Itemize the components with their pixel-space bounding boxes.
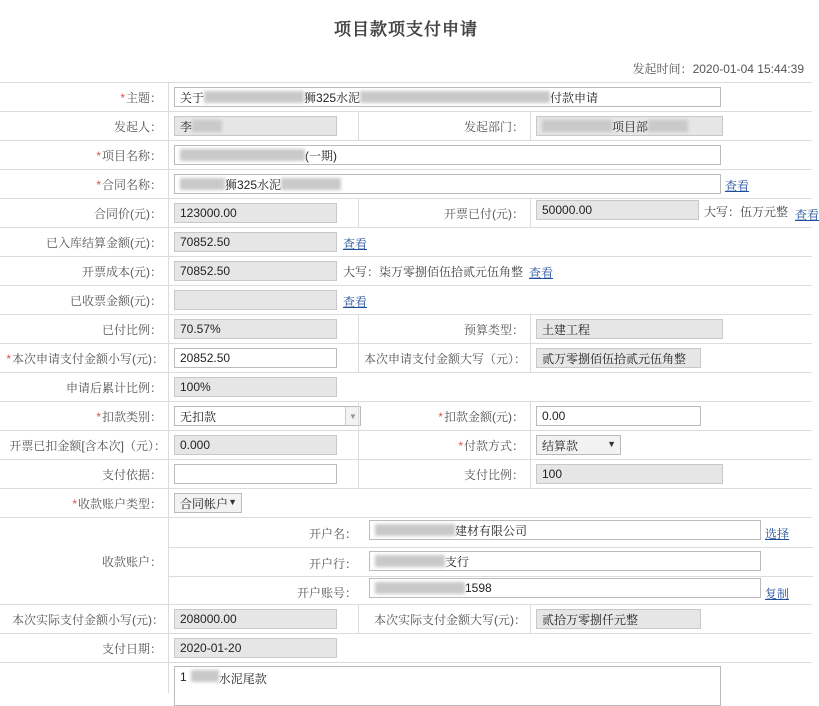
subject-prefix: 关于 [180, 90, 205, 105]
row-initiator [0, 111, 812, 141]
account-name-row [169, 518, 813, 547]
initiator-label: 发起人： [113, 120, 162, 134]
account-no-input[interactable] [369, 578, 761, 598]
account-select-link[interactable]: 选择 [765, 527, 790, 541]
budget-type-label: 预算类型： [358, 315, 530, 344]
project-name-cell [168, 141, 812, 170]
required-mark: * [72, 496, 77, 511]
apply-amount-caps-label: 本次申请支付金额大写（元）： [358, 344, 530, 373]
initiator-value: 李 [180, 119, 193, 134]
row-contract-name [0, 169, 812, 199]
contract-price-label: 合同价(元)： [94, 207, 162, 221]
row-account-type [0, 488, 812, 518]
row-paid-ratio [0, 314, 812, 344]
account-copy-link[interactable]: 复制 [765, 587, 790, 601]
required-mark: * [120, 90, 125, 105]
row-invoice-cost [0, 256, 812, 286]
row-account [0, 517, 812, 605]
account-type-label [0, 489, 168, 518]
apply-amount-caps-input: 贰万零捌佰伍拾贰元伍角整 [536, 348, 701, 368]
required-mark: * [458, 438, 463, 453]
page-title: 项目款项支付申请 [334, 20, 478, 39]
required-mark: * [6, 351, 11, 366]
remark-label-cell [0, 663, 168, 693]
row-project-name [0, 140, 812, 170]
contract-name-cell [168, 170, 812, 199]
deduct-type-value: 无扣款 [180, 409, 217, 424]
actual-amount-caps-cell [530, 605, 812, 634]
account-type-cell [168, 489, 812, 518]
redacted-block [360, 91, 550, 103]
row-actual-amount [0, 604, 812, 634]
pay-method-cell [530, 431, 812, 460]
invoice-cost-cell [168, 257, 812, 286]
account-type-select[interactable] [174, 493, 242, 513]
remark-textarea[interactable] [174, 666, 721, 706]
cum-ratio-input: 100% [174, 377, 337, 397]
department-input [536, 116, 723, 136]
department-label: 发起部门： [358, 112, 530, 141]
department-cell [530, 112, 812, 141]
project-name-label [0, 141, 168, 170]
cum-ratio-label: 申请后累计比例： [65, 381, 162, 395]
row-invoice-deducted [0, 430, 812, 460]
subject-mid: 狮325水泥 [304, 90, 361, 105]
redacted-block [375, 524, 455, 536]
invoice-cost-caps [343, 263, 523, 280]
initiator-input [174, 116, 337, 136]
deduct-amount-cell [530, 402, 812, 431]
row-pay-basis [0, 459, 812, 489]
caps-label: 大写： [704, 205, 741, 219]
pay-method-value: 结算款 [542, 438, 579, 453]
remark-cell [168, 663, 812, 693]
pay-ratio-input: 100 [536, 464, 723, 484]
received-invoice-label: 已收票金额(元)： [70, 294, 162, 308]
account-bank-input[interactable] [369, 551, 761, 571]
pay-basis-input[interactable] [174, 464, 337, 484]
caps-value: 伍万元整 [740, 205, 789, 219]
caret-down-icon: ▼ [607, 439, 616, 449]
contract-name-label-text: 合同名称： [101, 178, 162, 192]
initiated-time-label: 发起时间： [632, 62, 693, 76]
account-type-label-text: 收款账户类型： [77, 497, 162, 511]
invoiced-paid-caps [704, 203, 788, 220]
contract-name-value: 狮325水泥 [225, 177, 282, 192]
contract-price-cell [168, 199, 358, 228]
row-subject [0, 82, 812, 112]
project-name-label-text: 项目名称： [101, 149, 162, 163]
deduct-amount-input[interactable]: 0.00 [536, 406, 701, 426]
apply-amount-label-text: 本次申请支付金额小写(元)： [12, 352, 164, 366]
apply-amount-input[interactable]: 20852.50 [174, 348, 337, 368]
pay-basis-cell [168, 460, 358, 489]
account-type-value: 合同帐户 [180, 496, 229, 511]
row-apply-amount [0, 343, 812, 373]
remark-line-number: 1 [180, 670, 187, 684]
required-mark: * [438, 409, 443, 424]
deduct-type-cell [168, 402, 358, 431]
redacted-block [204, 91, 304, 103]
deduct-type-label [0, 402, 168, 431]
received-invoice-input [174, 290, 337, 310]
initiated-time-value: 2020-01-04 15:44:39 [692, 62, 804, 76]
initiated-time [633, 60, 804, 77]
actual-amount-input: 208000.00 [174, 609, 337, 629]
project-name-input[interactable] [174, 145, 721, 165]
cum-ratio-cell [168, 373, 812, 402]
pay-method-label-text: 付款方式： [463, 439, 524, 453]
pay-ratio-label: 支付比例： [358, 460, 530, 489]
pay-date-input: 2020-01-20 [174, 638, 337, 658]
project-name-value: (一期) [305, 148, 337, 163]
deduct-type-label-text: 扣款类别： [101, 410, 162, 424]
account-no-value: 1598 [465, 581, 492, 595]
contract-price-input: 123000.00 [174, 203, 337, 223]
row-contract-price [0, 198, 819, 228]
row-received-invoice [0, 285, 812, 315]
redacted-block [191, 670, 219, 682]
actual-amount-caps-input: 贰拾万零捌仟元整 [536, 609, 701, 629]
row-pay-date [0, 633, 812, 663]
budget-type-input: 土建工程 [536, 319, 723, 339]
invoice-cost-label: 开票成本(元)： [82, 265, 162, 279]
row-deduct [0, 401, 812, 431]
apply-amount-caps-cell [530, 344, 812, 373]
redacted-block [375, 555, 445, 567]
redacted-block [281, 178, 341, 190]
redacted-block [648, 120, 688, 132]
deduct-amount-label-text: 扣款金额(元)： [444, 410, 524, 424]
paid-ratio-label: 已付比例： [101, 323, 162, 337]
row-stored-settlement [0, 227, 812, 257]
account-bank-label: 开户行： [308, 557, 357, 571]
budget-type-cell [530, 315, 812, 344]
department-value: 项目部 [612, 119, 649, 134]
subject-cell [168, 83, 812, 112]
pay-date-cell [168, 634, 812, 663]
stored-settlement-label: 已入库结算金额(元)： [46, 236, 162, 250]
subject-suffix: 付款申请 [550, 90, 599, 105]
contract-view-link[interactable]: 查看 [725, 179, 750, 193]
required-mark: * [96, 409, 101, 424]
account-no-row [169, 576, 813, 606]
pay-method-label [358, 431, 530, 460]
account-name-label: 开户名： [308, 527, 357, 541]
stored-settlement-input: 70852.50 [174, 232, 337, 252]
caret-down-icon: ▼ [228, 497, 237, 507]
redacted-block [192, 120, 222, 132]
contract-name-label [0, 170, 168, 199]
paid-ratio-input: 70.57% [174, 319, 337, 339]
account-cell [168, 518, 812, 605]
account-bank-value: 支行 [445, 554, 470, 569]
stored-settlement-view-link[interactable]: 查看 [343, 237, 368, 251]
account-no-label: 开户账号： [296, 586, 357, 600]
pay-basis-label: 支付依据： [101, 468, 162, 482]
subject-label [0, 83, 168, 112]
row-remark [0, 662, 812, 693]
apply-amount-cell [168, 344, 358, 373]
contract-name-input[interactable] [174, 174, 721, 194]
stored-settlement-cell [168, 228, 812, 257]
subject-label-text: 主题： [125, 91, 162, 105]
initiator-cell [168, 112, 358, 141]
actual-amount-label: 本次实际支付金额小写(元)： [12, 613, 164, 627]
redacted-block [542, 120, 612, 132]
invoice-cost-input: 70852.50 [174, 261, 337, 281]
redacted-block [180, 178, 225, 190]
apply-amount-label [0, 344, 168, 373]
account-name-value: 建材有限公司 [455, 523, 528, 538]
required-mark: * [96, 148, 101, 163]
invoiced-paid-label: 开票已付(元)： [358, 199, 530, 228]
pay-ratio-cell [530, 460, 812, 489]
pay-date-label: 支付日期： [101, 642, 162, 656]
invoiced-paid-view-link[interactable]: 查看 [795, 208, 819, 222]
paid-ratio-cell [168, 315, 358, 344]
actual-amount-caps-label: 本次实际支付金额大写(元)： [358, 605, 530, 634]
invoice-deducted-cell [168, 431, 358, 460]
pay-method-select[interactable] [536, 435, 621, 455]
remark-line-text: 水泥尾款 [218, 672, 267, 686]
deduct-amount-label [358, 402, 530, 431]
invoice-deducted-label: 开票已扣金额[含本次]（元）： [9, 439, 166, 453]
redacted-block [180, 149, 305, 161]
account-name-input[interactable] [369, 520, 761, 540]
invoice-cost-view-link[interactable]: 查看 [529, 266, 554, 280]
invoiced-paid-cell [530, 199, 819, 228]
deduct-type-select[interactable] [174, 406, 361, 426]
subject-input[interactable] [174, 87, 721, 107]
received-invoice-cell [168, 286, 812, 315]
account-bank-row [169, 547, 813, 577]
received-invoice-view-link[interactable]: 查看 [343, 295, 368, 309]
account-label: 收款账户： [101, 555, 162, 569]
invoiced-paid-input: 50000.00 [536, 200, 699, 220]
redacted-block [375, 582, 465, 594]
row-cum-ratio [0, 372, 812, 402]
required-mark: * [96, 177, 101, 192]
caps-label: 大写： [343, 265, 380, 279]
invoice-deducted-input: 0.000 [174, 435, 337, 455]
caps-value: 柒万零捌佰伍拾贰元伍角整 [379, 265, 524, 279]
actual-amount-cell [168, 605, 358, 634]
chevron-down-icon: ▼ [345, 407, 360, 425]
